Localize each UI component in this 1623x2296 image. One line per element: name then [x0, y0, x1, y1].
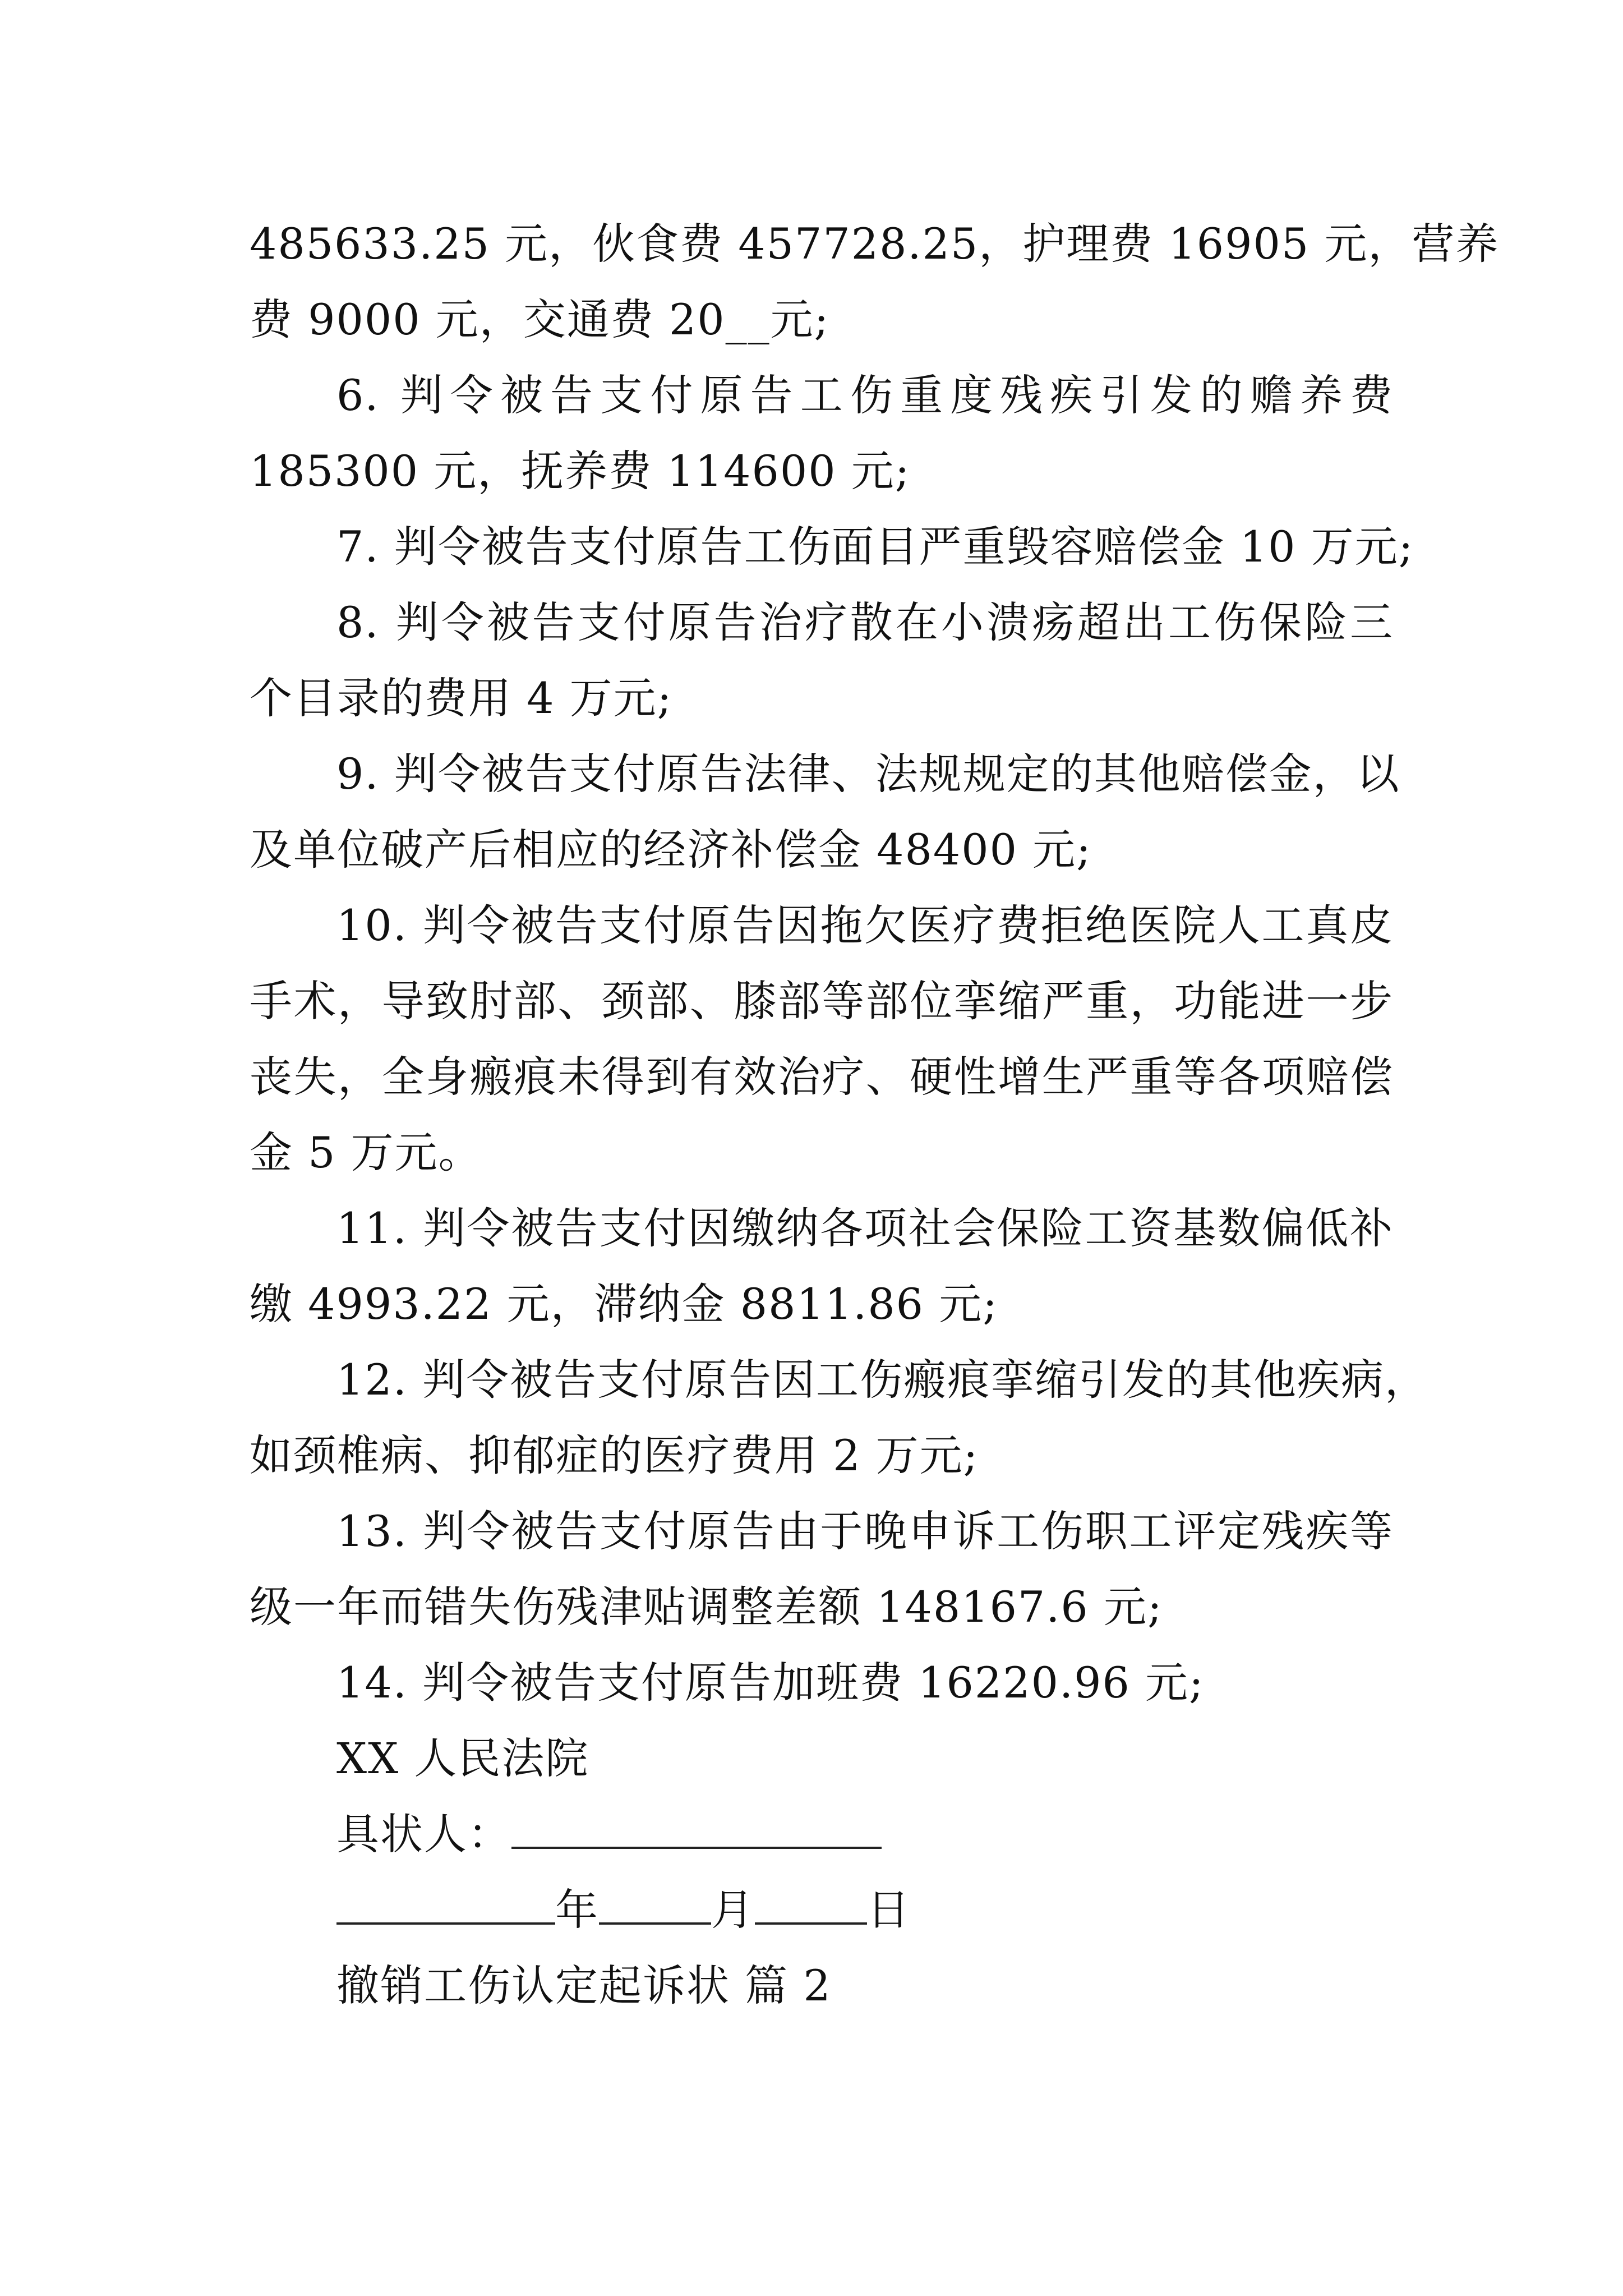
text-line: 费 9000 元，交通费 20__元; — [250, 295, 830, 344]
text-line: 缴 4993.22 元，滞纳金 8811.86 元; — [250, 1279, 998, 1329]
text-line: 及单位破产后相应的经济补偿金 48400 元; — [250, 825, 1092, 875]
text-line: 个目录的费用 4 万元; — [250, 673, 673, 723]
text-line: 6. 判令被告支付原告工伤重度残疾引发的赡养费 — [336, 370, 1394, 420]
text-line: 9. 判令被告支付原告法律、法规规定的其他赔偿金，以 — [336, 749, 1400, 799]
date-year-blank[interactable] — [336, 1883, 555, 1925]
date-month-blank[interactable] — [599, 1883, 711, 1925]
text-line: 14. 判令被告支付原告加班费 16220.96 元; — [336, 1658, 1205, 1708]
text-line: 金 5 万元。 — [250, 1128, 482, 1177]
date-year-label: 年 — [555, 1885, 599, 1935]
date-day-label: 日 — [867, 1885, 911, 1935]
text-line: 手术，导致肘部、颈部、膝部等部位挛缩严重，功能进一步 — [250, 976, 1394, 1026]
date-month-label: 月 — [711, 1885, 755, 1935]
text-line: 如颈椎病、抑郁症的医疗费用 2 万元; — [250, 1430, 979, 1480]
text-line: 485633.25 元，伙食费 457728.25，护理费 16905 元，营养 — [250, 219, 1500, 269]
text-line: 13. 判令被告支付原告由于晚申诉工伤职工评定残疾等 — [336, 1506, 1394, 1556]
text-line: 10. 判令被告支付原告因拖欠医疗费拒绝医院人工真皮 — [336, 900, 1394, 950]
court-name: XX 人民法院 — [336, 1733, 589, 1783]
text-line: 185300 元，抚养费 114600 元; — [250, 446, 911, 496]
text-line: 11. 判令被告支付因缴纳各项社会保险工资基数偏低补 — [336, 1203, 1394, 1253]
text-line: 7. 判令被告支付原告工伤面目严重毁容赔偿金 10 万元; — [336, 522, 1414, 572]
signer-label: 具状人： — [336, 1809, 511, 1859]
date-line — [336, 1874, 1394, 1947]
date-day-blank[interactable] — [755, 1883, 867, 1925]
text-line: 级一年而错失伤残津贴调整差额 148167.6 元; — [250, 1582, 1163, 1632]
text-line: 12. 判令被告支付原告因工伤瘢痕挛缩引发的其他疾病， — [336, 1355, 1429, 1405]
next-section-title: 撤销工伤认定起诉状 篇 2 — [336, 1961, 832, 2010]
text-line: 丧失，全身瘢痕未得到有效治疗、硬性增生严重等各项赔偿 — [250, 1052, 1394, 1102]
text-line: 8. 判令被告支付原告治疗散在小溃疡超出工伤保险三 — [336, 597, 1394, 647]
signer-line — [336, 1798, 1394, 1871]
signer-blank[interactable] — [511, 1807, 882, 1849]
